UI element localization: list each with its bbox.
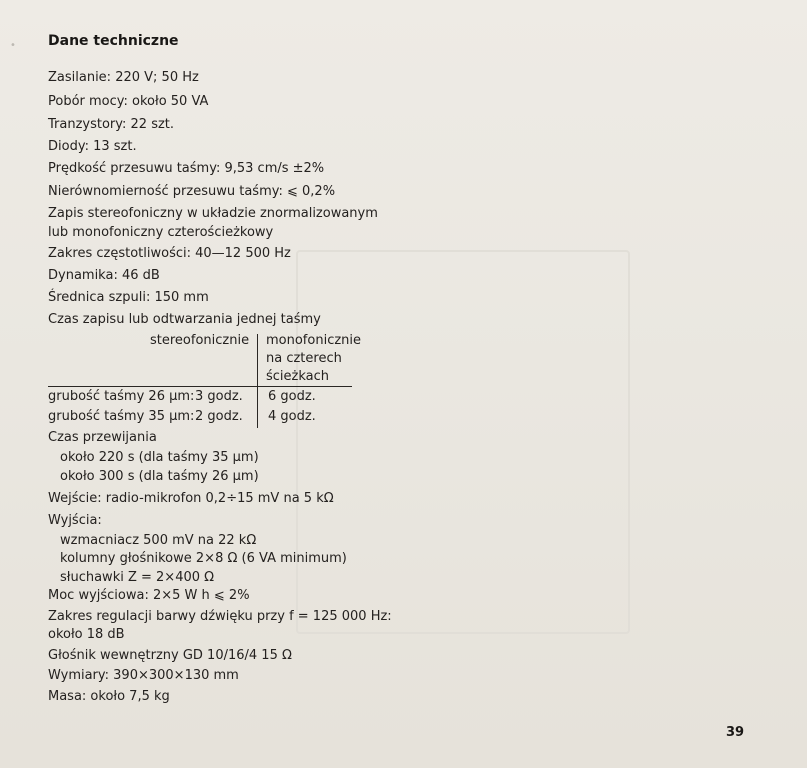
spec-line: Czas zapisu lub odtwarzania jednej taśmy [48, 312, 321, 327]
spec-line: Zakres regulacji barwy dźwięku przy f = 125 000 Hz: [48, 609, 392, 624]
spec-line: Nierównomierność przesuwu taśmy: ⩽ 0,2% [48, 184, 336, 199]
spec-line: Prędkość przesuwu taśmy: 9,53 cm/s ±2% [48, 161, 325, 176]
table-header-mono: na czterech [266, 351, 342, 366]
spec-line: Wymiary: 390×300×130 mm [48, 668, 239, 683]
table-cell: 2 godz. [195, 409, 243, 424]
table-cell: 6 godz. [268, 389, 316, 404]
edge-mark: • [10, 40, 16, 51]
spec-line: Zakres częstotliwości: 40—12 500 Hz [48, 246, 291, 261]
table-cell: 3 godz. [195, 389, 243, 404]
spec-line: Pobór mocy: około 50 VA [48, 94, 209, 109]
page-number: 39 [726, 725, 745, 740]
table-row-label: grubość taśmy 35 µm: [48, 409, 195, 424]
spec-line: Masa: około 7,5 kg [48, 689, 170, 704]
spec-line: Głośnik wewnętrzny GD 10/16/4 15 Ω [48, 648, 292, 663]
table-divider-vertical [257, 334, 258, 428]
spec-line: Diody: 13 szt. [48, 139, 137, 154]
table-row-label: grubość taśmy 26 µm: [48, 389, 195, 404]
spec-line: słuchawki Z = 2×400 Ω [60, 570, 215, 585]
table-divider-horizontal [48, 386, 352, 387]
spec-line: Czas przewijania [48, 430, 157, 445]
spec-line: Zasilanie: 220 V; 50 Hz [48, 70, 199, 85]
spec-line: Moc wyjściowa: 2×5 W h ⩽ 2% [48, 588, 250, 603]
spec-line: Wejście: radio-mikrofon 0,2÷15 mV na 5 kΩ [48, 491, 334, 506]
spec-line: około 300 s (dla taśmy 26 µm) [60, 469, 259, 484]
table-header-stereo: stereofonicznie [150, 333, 250, 348]
spec-line: wzmacniacz 500 mV na 22 kΩ [60, 533, 257, 548]
spec-line: Wyjścia: [48, 513, 102, 528]
table-header-mono: ścieżkach [266, 369, 330, 384]
table-cell: 4 godz. [268, 409, 316, 424]
spec-line: Zapis stereofoniczny w układzie znormalizowanym [48, 206, 378, 221]
spec-line: Średnica szpuli: 150 mm [48, 290, 209, 305]
spec-line: około 220 s (dla taśmy 35 µm) [60, 450, 259, 465]
spec-line: około 18 dB [48, 627, 125, 642]
section-heading: Dane techniczne [48, 33, 179, 49]
spec-line: lub monofoniczny czterościeżkowy [48, 225, 274, 240]
table-header-mono: monofonicznie [266, 333, 362, 348]
spec-line: Dynamika: 46 dB [48, 268, 160, 283]
bleed-through-frame [296, 250, 630, 634]
spec-line: Tranzystory: 22 szt. [48, 117, 175, 132]
spec-line: kolumny głośnikowe 2×8 Ω (6 VA minimum) [60, 551, 347, 566]
